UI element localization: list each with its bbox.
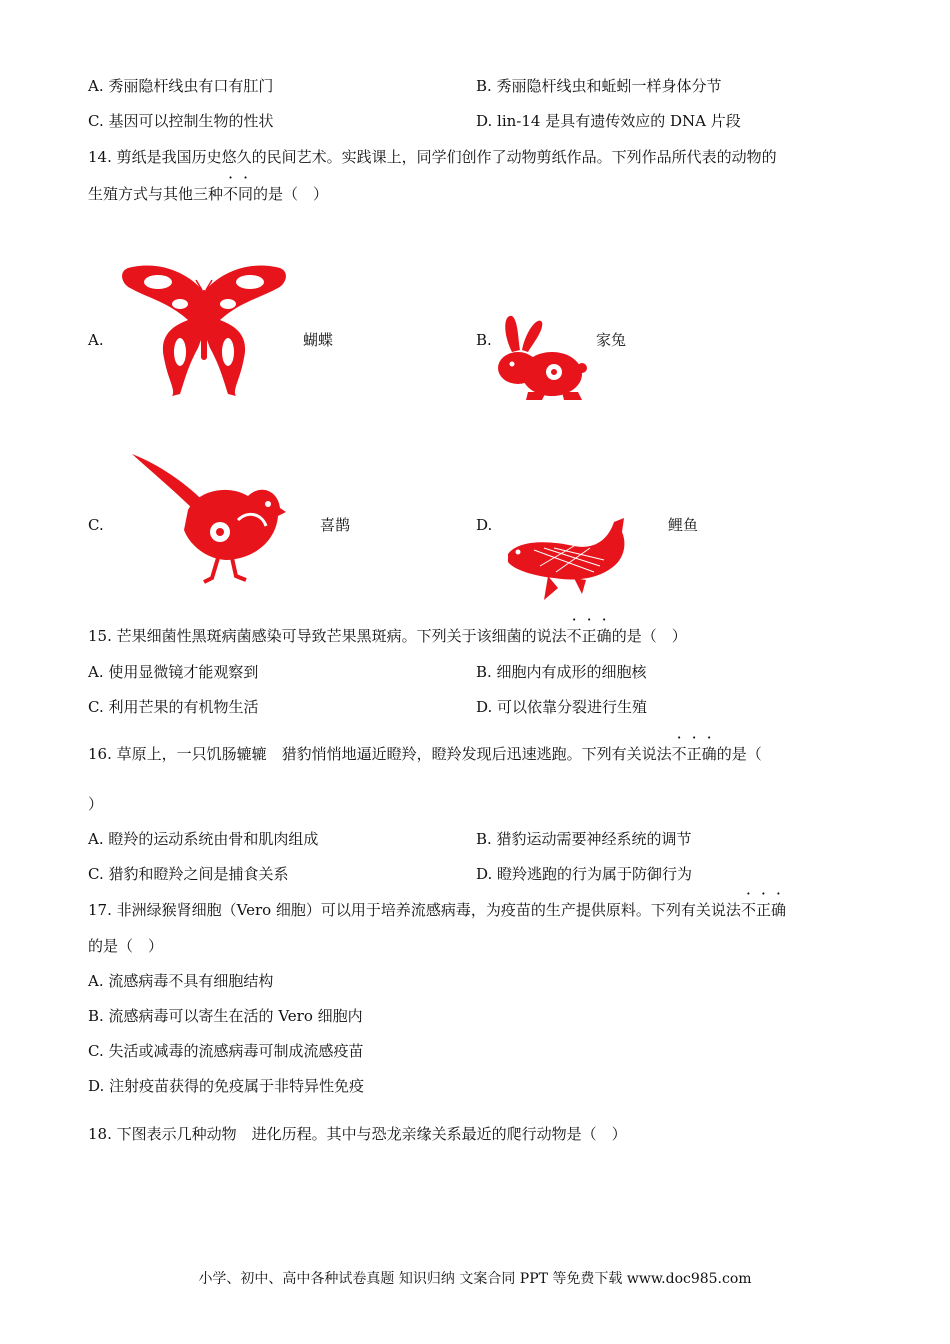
- q14-option-a-label: A.: [88, 331, 104, 349]
- q14-stem-line2: 生殖方式与其他三种不同的是（ ）: [88, 185, 329, 203]
- q15-option-d: D. 可以依靠分裂进行生殖: [476, 698, 648, 716]
- q16-stem-line1: 16. 草原上，一只饥肠辘辘 猎豹悄悄地逼近瞪羚，瞪羚发现后迅速逃跑。下列有关说法不正确的是（: [88, 745, 762, 763]
- emphasis-dot: 不: [671, 745, 687, 763]
- q17-stem-line2: 的是（ ）: [88, 937, 164, 955]
- q14-option-d-label: D.: [476, 516, 493, 534]
- rabbit-paper-cut-image: [492, 312, 588, 404]
- emphasis-dot: 确: [596, 627, 612, 645]
- q17-option-c: C. 失活或减毒的流感病毒可制成流感疫苗: [88, 1042, 364, 1060]
- butterfly-paper-cut-image: [118, 262, 290, 396]
- q14-option-b-label: B.: [476, 331, 492, 349]
- emphasis-dot: 不: [566, 627, 582, 645]
- q17-option-b: B. 流感病毒可以寄生在活的 Vero 细胞内: [88, 1007, 363, 1025]
- q16-option-b: B. 猎豹运动需要神经系统的调节: [476, 830, 692, 848]
- q16-stem-line2: ）: [88, 795, 104, 813]
- q18-stem: 18. 下图表示几种动物 进化历程。其中与恐龙亲缘关系最近的爬行动物是（ ）: [88, 1125, 627, 1143]
- q15-option-b: B. 细胞内有成形的细胞核: [476, 663, 647, 681]
- emphasis-dot: 确: [770, 901, 786, 919]
- q15-stem: 15. 芒果细菌性黑斑病菌感染可导致芒果黑斑病。下列关于该细菌的说法不正确的是（ ）: [88, 627, 687, 645]
- q14-option-c-name: 喜鹊: [320, 516, 351, 534]
- q14-option-b-name: 家兔: [596, 331, 627, 349]
- q14-option-d-name: 鲤鱼: [668, 516, 699, 534]
- q16-option-a: A. 瞪羚的运动系统由骨和肌肉组成: [88, 830, 319, 848]
- q17-stem-line1: 17. 非洲绿猴肾细胞（Vero 细胞）可以用于培养流感病毒，为疫苗的生产提供原料。下列有关说法不正确: [88, 901, 786, 919]
- emphasis-dot: 不: [740, 901, 756, 919]
- emphasis-dot: 正: [755, 901, 771, 919]
- q15-option-c: C. 利用芒果的有机物生活: [88, 698, 259, 716]
- q16-option-c: C. 猎豹和瞪羚之间是捕食关系: [88, 865, 289, 883]
- q13-option-c: C. 基因可以控制生物的性状: [88, 112, 274, 130]
- q13-option-d: D. lin-14 是具有遗传效应的 DNA 片段: [476, 112, 741, 130]
- emphasis-dot: 正: [686, 745, 702, 763]
- emphasis-dot: 同: [238, 185, 254, 203]
- q17-option-d: D. 注射疫苗获得的免疫属于非特异性免疫: [88, 1077, 365, 1095]
- page-footer: 小学、初中、高中各种试卷真题 知识归纳 文案合同 PPT 等免费下载 www.doc985.com: [198, 1271, 752, 1287]
- q15-option-a: A. 使用显微镜才能观察到: [88, 663, 259, 681]
- q14-stem-line1: 14. 剪纸是我国历史悠久的民间艺术。实践课上，同学们创作了动物剪纸作品。下列作品所代表的动物的: [88, 148, 777, 166]
- q17-option-a: A. 流感病毒不具有细胞结构: [88, 972, 274, 990]
- emphasis-dot: 确: [701, 745, 717, 763]
- q14-option-a-name: 蝴蝶: [303, 331, 334, 349]
- q13-option-a: A. 秀丽隐杆线虫有口有肛门: [88, 77, 274, 95]
- q16-option-d: D. 瞪羚逃跑的行为属于防御行为: [476, 865, 693, 883]
- emphasis-dot: 正: [581, 627, 597, 645]
- q13-option-b: B. 秀丽隐杆线虫和蚯蚓一样身体分节: [476, 77, 722, 95]
- emphasis-dot: 不: [223, 185, 239, 203]
- carp-paper-cut-image: [504, 516, 630, 602]
- q14-option-c-label: C.: [88, 516, 104, 534]
- magpie-paper-cut-image: [128, 450, 288, 584]
